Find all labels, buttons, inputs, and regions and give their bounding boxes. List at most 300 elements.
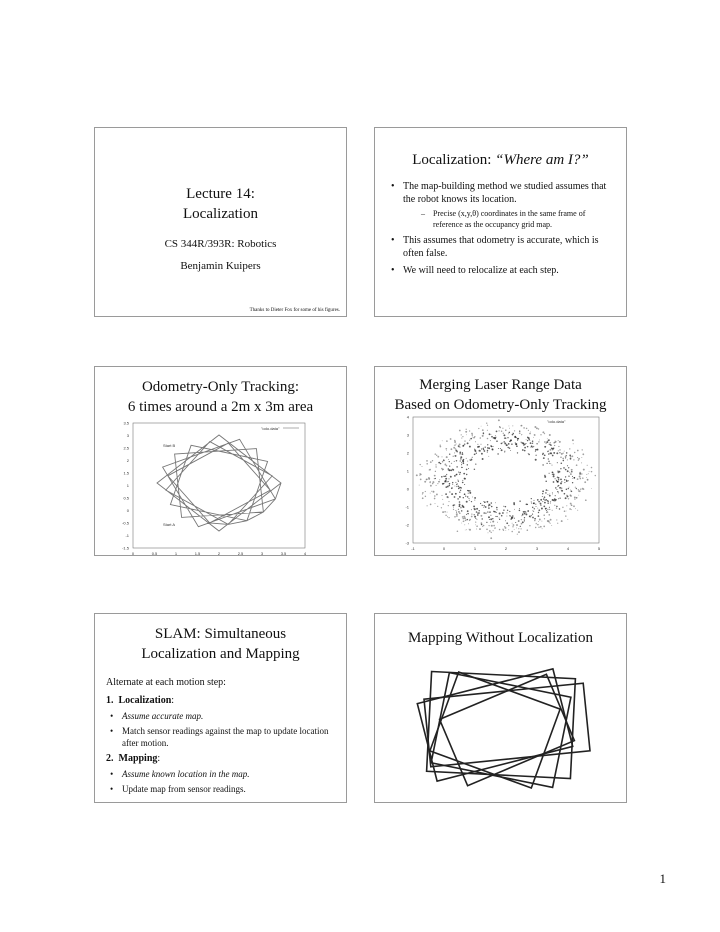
laser-point	[474, 500, 475, 501]
laser-point	[586, 477, 587, 478]
laser-point	[553, 481, 555, 483]
laser-point	[451, 448, 453, 450]
laser-point	[463, 459, 464, 460]
laser-point	[458, 509, 459, 510]
laser-point	[567, 459, 568, 460]
laser-point	[475, 521, 476, 522]
laser-point	[570, 503, 572, 505]
y-tick-label: -1	[405, 504, 409, 510]
laser-point	[483, 432, 484, 433]
laser-point	[568, 467, 569, 468]
laser-point	[520, 528, 521, 529]
laser-point	[569, 455, 571, 457]
laser-point	[503, 509, 504, 510]
laser-point	[442, 499, 443, 500]
laser-point	[555, 478, 556, 479]
laser-point	[449, 483, 451, 485]
laser-point	[452, 487, 453, 488]
laser-point	[491, 532, 492, 533]
laser-point	[508, 433, 509, 434]
laser-point	[431, 491, 432, 492]
laser-point	[469, 500, 470, 501]
laser-point	[571, 471, 573, 473]
laser-point	[538, 428, 539, 429]
laser-point	[443, 504, 444, 505]
laser-point	[535, 527, 536, 528]
laser-point	[521, 434, 522, 435]
laser-point	[457, 483, 458, 484]
laser-point	[505, 530, 506, 531]
slide-title-line1: Odometry-Only Tracking:	[141, 379, 300, 395]
laser-point	[578, 460, 579, 461]
laser-point	[485, 513, 486, 514]
laser-point	[535, 455, 536, 456]
laser-point	[536, 506, 537, 507]
laser-point	[459, 513, 461, 515]
laser-point	[427, 505, 428, 506]
laser-point	[517, 440, 518, 441]
laser-point	[542, 528, 543, 529]
laser-point	[548, 453, 550, 455]
laser-point	[466, 434, 467, 435]
laser-point	[446, 450, 447, 451]
laser-point	[454, 475, 456, 477]
laser-point	[475, 463, 476, 464]
laser-point	[459, 487, 460, 488]
laser-point	[501, 430, 502, 431]
laser-point	[556, 508, 557, 509]
laser-point	[512, 515, 514, 517]
laser-point	[471, 501, 472, 502]
laser-point	[560, 482, 562, 484]
laser-point	[456, 460, 457, 461]
laser-point	[465, 431, 467, 433]
x-tick-label: 3.5	[280, 551, 287, 556]
y-tick-labels	[122, 421, 130, 551]
laser-point	[444, 511, 446, 513]
laser-point	[583, 469, 585, 471]
laser-point	[537, 508, 538, 509]
y-tick-label: 3	[126, 433, 129, 438]
laser-point	[538, 521, 539, 522]
laser-point	[525, 443, 526, 444]
laser-point	[521, 442, 523, 444]
laser-point	[458, 519, 460, 521]
slide-laser-merge	[374, 366, 627, 556]
laser-point	[456, 474, 457, 475]
slam-intro: Alternate at each motion step:	[106, 677, 226, 688]
laser-point	[488, 456, 489, 457]
laser-point	[516, 445, 518, 447]
laser-point	[443, 469, 444, 470]
map-scan-outline	[430, 672, 560, 788]
laser-point	[493, 525, 495, 527]
laser-point	[458, 481, 459, 482]
laser-point	[503, 530, 504, 531]
laser-point	[457, 498, 459, 500]
laser-point	[500, 448, 501, 449]
laser-point	[588, 473, 589, 474]
laser-point	[437, 483, 438, 484]
y-tick-label: 2.5	[123, 445, 129, 451]
laser-point	[582, 488, 584, 490]
laser-point	[527, 440, 528, 441]
laser-point	[481, 522, 483, 524]
laser-point	[572, 476, 573, 477]
laser-point	[498, 419, 500, 421]
laser-point	[502, 512, 504, 514]
laser-point	[591, 471, 593, 473]
laser-point	[452, 469, 454, 471]
laser-point	[434, 475, 436, 477]
laser-point	[462, 436, 463, 437]
laser-point	[463, 497, 464, 498]
laser-point	[561, 520, 563, 522]
laser-point	[492, 518, 493, 519]
laser-point	[459, 501, 461, 503]
laser-point	[489, 519, 490, 520]
step-localization: 1. Localization:	[106, 695, 175, 706]
laser-point	[564, 510, 566, 512]
laser-point	[582, 477, 584, 479]
laser-point	[449, 465, 450, 466]
laser-point	[477, 512, 478, 513]
laser-point	[496, 509, 497, 510]
laser-point	[445, 515, 446, 516]
laser-point	[552, 449, 553, 450]
laser-point	[442, 440, 443, 441]
laser-point	[551, 525, 552, 526]
laser-point	[544, 476, 546, 478]
laser-point	[452, 484, 453, 485]
laser-point	[516, 437, 517, 438]
laser-point	[545, 499, 547, 501]
laser-point	[507, 437, 508, 438]
laser-point	[507, 512, 508, 513]
y-tick-label: 0	[406, 486, 409, 492]
y-tick-label: 3.5	[123, 420, 129, 426]
laser-point	[468, 468, 469, 469]
laser-point	[550, 444, 551, 445]
laser-point	[576, 497, 578, 499]
laser-point	[474, 508, 475, 509]
laser-point	[586, 474, 587, 475]
laser-point	[481, 518, 482, 519]
laser-point	[496, 507, 498, 509]
laser-point	[533, 502, 535, 504]
laser-point	[566, 505, 567, 506]
laser-point	[548, 439, 550, 441]
laser-point	[459, 443, 461, 445]
laser-point	[549, 507, 550, 508]
y-tick-label: -1	[125, 533, 129, 538]
laser-point	[505, 527, 507, 529]
laser-point	[567, 495, 569, 497]
laser-point	[448, 505, 449, 506]
x-tick-label: 2.5	[237, 551, 244, 556]
laser-point	[567, 470, 569, 472]
laser-point	[461, 434, 462, 435]
laser-point	[558, 498, 559, 499]
laser-point	[538, 512, 539, 513]
laser-point	[558, 472, 559, 473]
laser-point	[430, 493, 431, 494]
laser-point	[518, 520, 519, 521]
laser-point	[454, 516, 456, 518]
laser-point	[430, 504, 432, 506]
laser-point	[453, 509, 454, 510]
laser-point	[570, 489, 571, 490]
laser-point	[466, 501, 468, 503]
laser-point	[575, 508, 576, 509]
sub-bullet-list	[403, 208, 616, 230]
x-tick-label: 0.5	[151, 551, 158, 556]
laser-point	[519, 430, 520, 431]
laser-point	[558, 485, 559, 486]
laser-point	[540, 503, 542, 505]
laser-point	[505, 520, 506, 521]
laser-point	[576, 464, 578, 466]
laser-point	[474, 436, 475, 437]
laser-point	[579, 472, 581, 474]
laser-point	[540, 434, 541, 435]
laser-point	[474, 514, 475, 515]
laser-point	[560, 452, 561, 453]
laser-point	[450, 438, 452, 440]
laser-point	[585, 499, 587, 501]
laser-point	[534, 508, 535, 509]
laser-point	[524, 447, 526, 449]
y-tick-label: 2	[126, 458, 129, 463]
laser-point	[448, 469, 449, 470]
laser-point	[549, 434, 551, 436]
laser-point	[479, 510, 480, 511]
laser-point	[568, 480, 569, 481]
laser-point	[537, 449, 538, 450]
laser-point	[458, 488, 460, 490]
laser-point	[487, 450, 488, 451]
map-scans	[417, 669, 590, 788]
laser-point	[419, 464, 420, 465]
laser-point	[474, 449, 475, 450]
laser-point	[491, 502, 493, 504]
laser-point	[492, 446, 493, 447]
laser-point	[483, 512, 485, 514]
laser-point	[530, 442, 532, 444]
laser-point	[543, 514, 545, 516]
laser-point	[544, 433, 545, 434]
laser-point	[559, 449, 561, 451]
laser-point	[563, 467, 565, 469]
laser-point	[467, 513, 469, 515]
laser-point	[543, 506, 545, 508]
laser-point	[441, 456, 442, 457]
laser-point	[547, 520, 549, 522]
laser-point	[561, 453, 563, 455]
start-a-label: Start A	[163, 522, 176, 527]
laser-point	[535, 459, 537, 461]
laser-point	[543, 454, 544, 455]
laser-point	[486, 423, 487, 424]
laser-point	[429, 469, 430, 470]
x-tick-label: -1	[411, 546, 415, 551]
laser-point	[469, 440, 470, 441]
laser-point	[434, 478, 435, 479]
laser-point	[565, 497, 567, 499]
y-tick-label: 3	[406, 432, 409, 438]
laser-point	[477, 446, 479, 448]
laser-point	[547, 511, 548, 512]
laser-point	[550, 452, 552, 454]
laser-point	[462, 505, 464, 507]
laser-point	[539, 439, 540, 440]
laser-point	[531, 515, 532, 516]
laser-point	[436, 493, 438, 495]
laser-point	[463, 445, 465, 447]
laser-point	[576, 488, 577, 489]
laser-point	[467, 490, 468, 491]
laser-point	[552, 465, 553, 466]
laser-point	[446, 440, 448, 442]
laser-point	[479, 528, 481, 530]
laser-point	[475, 451, 476, 452]
laser-point	[469, 446, 471, 448]
laser-point	[558, 492, 559, 493]
x-tick-labels	[132, 551, 307, 556]
laser-point	[560, 479, 562, 481]
laser-point	[463, 516, 465, 518]
laser-point	[491, 434, 492, 435]
laser-point	[572, 482, 573, 483]
laser-point	[458, 485, 460, 487]
laser-point	[430, 485, 432, 487]
laser-point	[559, 487, 561, 489]
laser-point	[545, 492, 547, 494]
laser-point	[461, 464, 462, 465]
slide-title-line1: SLAM: Simultaneous	[154, 626, 287, 642]
laser-point	[564, 451, 565, 452]
laser-point	[524, 517, 525, 518]
laser-point	[453, 507, 454, 508]
laser-point	[538, 515, 540, 517]
laser-point	[440, 463, 441, 464]
laser-point	[496, 431, 498, 433]
laser-point	[575, 487, 576, 488]
laser-point	[569, 472, 570, 473]
laser-point	[554, 445, 555, 446]
laser-point	[538, 509, 540, 511]
laser-point	[445, 493, 447, 495]
bullet-item: • This assumes that odometry is accurate, which is often false.	[387, 234, 616, 260]
laser-point	[429, 482, 430, 483]
laser-point	[495, 435, 496, 436]
laser-point	[532, 517, 534, 519]
laser-point	[465, 530, 466, 531]
laser-point	[519, 432, 521, 434]
laser-point	[519, 508, 520, 509]
laser-point	[534, 426, 536, 428]
laser-point	[529, 525, 530, 526]
laser-point	[432, 460, 433, 461]
laser-point	[552, 455, 554, 457]
x-tick-labels	[411, 546, 601, 551]
laser-point	[469, 520, 470, 521]
laser-point	[449, 470, 450, 471]
laser-point	[509, 511, 510, 512]
laser-point	[477, 444, 478, 445]
laser-point	[552, 493, 553, 494]
laser-point	[459, 472, 461, 474]
laser-point	[454, 444, 455, 445]
laser-point	[558, 479, 560, 481]
laser-point	[420, 474, 422, 476]
laser-point	[524, 513, 526, 515]
laser-point	[445, 448, 447, 450]
laser-point	[470, 438, 471, 439]
laser-point	[489, 433, 491, 435]
laser-point	[435, 478, 436, 479]
laser-point	[508, 443, 510, 445]
laser-point	[507, 510, 508, 511]
laser-point	[462, 480, 463, 481]
laser-point	[500, 427, 501, 428]
laser-point	[455, 455, 456, 456]
laser-point	[574, 452, 575, 453]
laser-point	[498, 430, 499, 431]
bullet-item: • The map-building method we studied assumes that the robot knows its location. – Precise (x,y,θ) coordinates in the same frame of reference as the occupancy grid map.	[387, 180, 616, 230]
laser-point	[484, 501, 486, 503]
laser-point	[524, 444, 526, 446]
laser-point	[460, 460, 461, 461]
laser-point	[570, 458, 572, 460]
laser-point	[552, 499, 553, 500]
laser-point	[448, 517, 449, 518]
laser-point	[544, 446, 546, 448]
bullet-list	[387, 180, 616, 277]
laser-point	[416, 474, 418, 476]
laser-point	[461, 462, 462, 463]
laser-point	[448, 478, 449, 479]
laser-point	[491, 436, 493, 438]
laser-point	[570, 494, 572, 496]
laser-point	[547, 502, 549, 504]
laser-point	[456, 512, 457, 513]
laser-point	[504, 443, 506, 445]
laser-point	[472, 434, 473, 435]
laser-point	[541, 508, 543, 510]
slide-title-line1: Lecture 14:	[186, 186, 255, 202]
laser-point	[532, 441, 533, 442]
x-tick-label: 1	[174, 551, 178, 556]
laser-point	[532, 514, 533, 515]
y-tick-label: 0.5	[123, 495, 129, 501]
laser-point	[509, 441, 510, 442]
laser-point	[495, 437, 496, 438]
laser-point	[469, 430, 470, 431]
laser-point	[558, 450, 559, 451]
plot-frame	[133, 423, 305, 548]
laser-point	[435, 466, 436, 467]
step-mapping: 2. Mapping:	[106, 753, 161, 764]
laser-point	[486, 522, 487, 523]
laser-point	[464, 478, 466, 480]
laser-point	[452, 505, 454, 507]
laser-point	[461, 510, 463, 512]
laser-point	[488, 504, 489, 505]
laser-point	[563, 460, 565, 462]
laser-point	[578, 458, 580, 460]
laser-point	[504, 451, 505, 452]
